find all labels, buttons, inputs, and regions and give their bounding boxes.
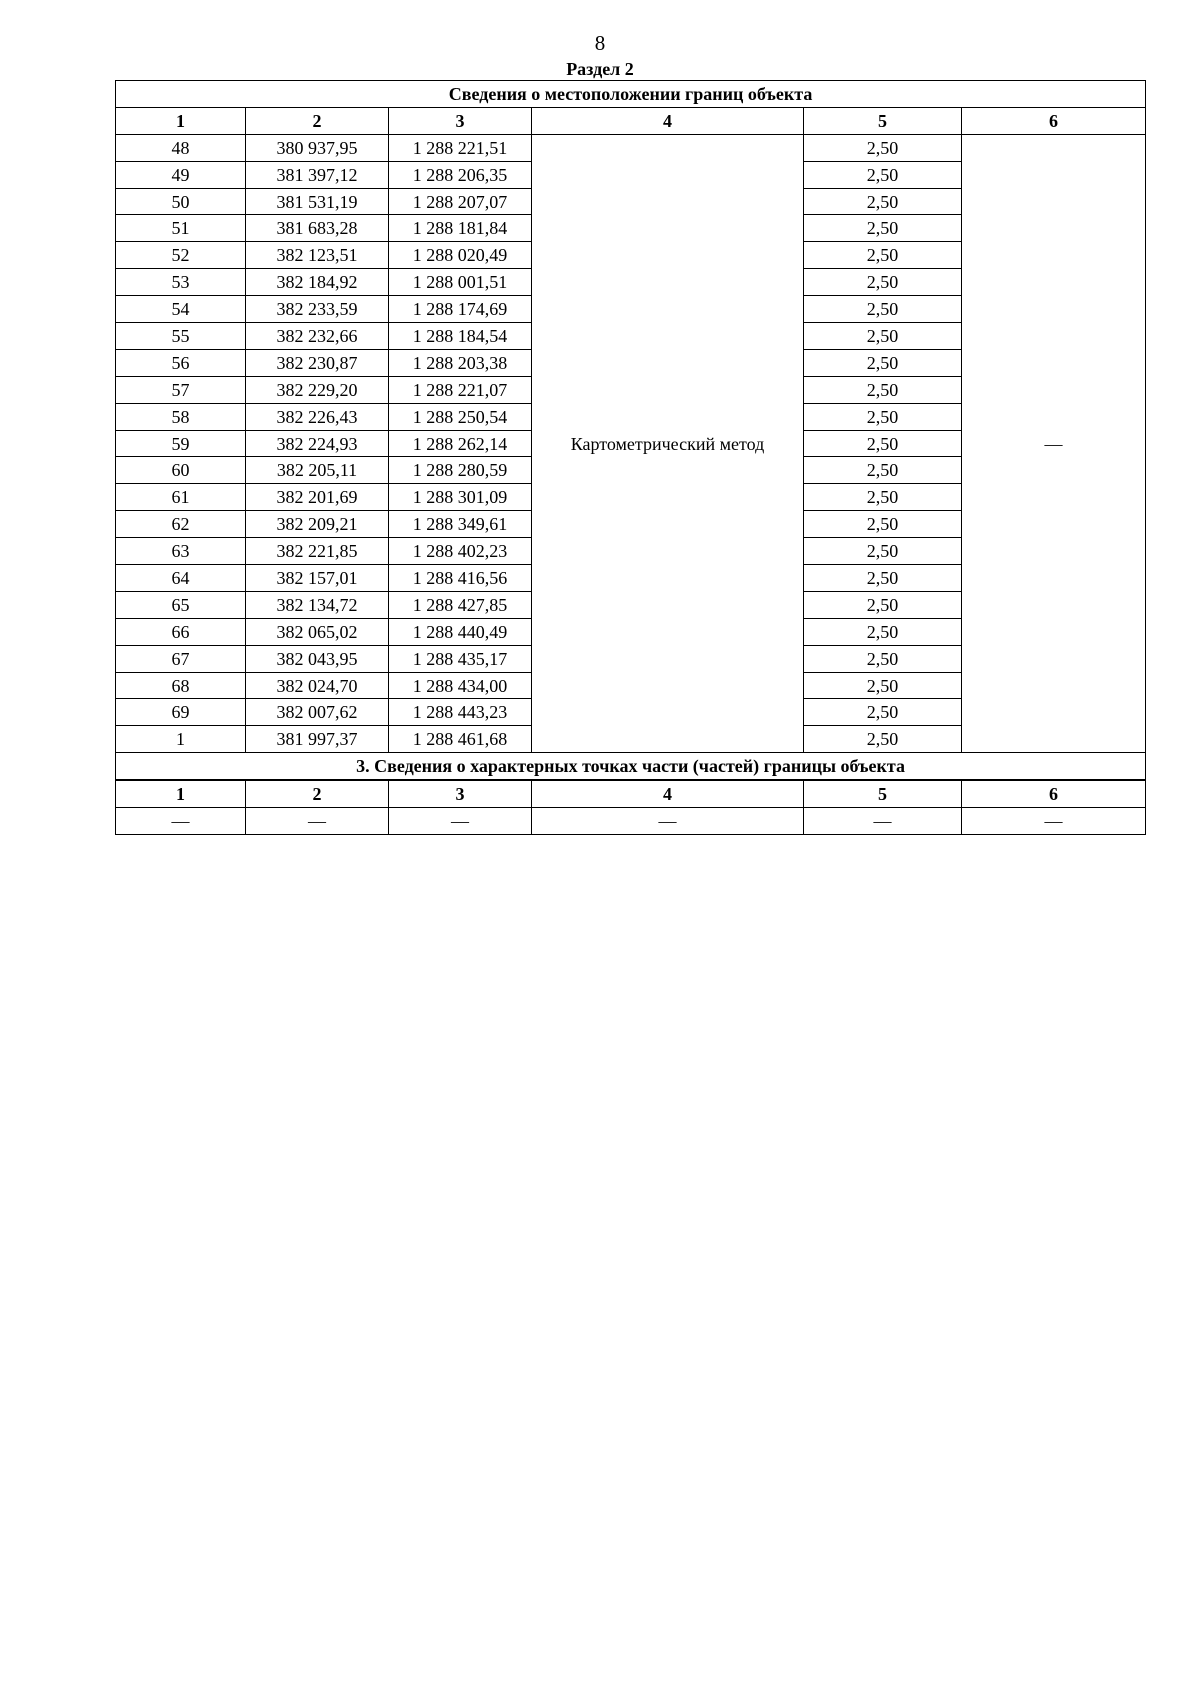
coordinate-y-cell: 1 288 206,35 — [389, 161, 532, 188]
column-header: 3 — [389, 107, 532, 134]
coordinate-y-cell: 1 288 203,38 — [389, 349, 532, 376]
coordinate-x-cell: 382 157,01 — [246, 565, 389, 592]
point-number-cell: 67 — [116, 645, 246, 672]
point-number-cell: 61 — [116, 484, 246, 511]
coordinate-x-cell: 382 065,02 — [246, 618, 389, 645]
coordinate-x-cell: 382 230,87 — [246, 349, 389, 376]
column-6-cell: — — [962, 134, 1146, 752]
point-number-cell: 56 — [116, 349, 246, 376]
coordinate-y-cell: 1 288 262,14 — [389, 430, 532, 457]
section3-cell: — — [804, 808, 962, 835]
accuracy-cell: 2,50 — [804, 215, 962, 242]
section3-cell: — — [116, 808, 246, 835]
coordinate-x-cell: 382 184,92 — [246, 269, 389, 296]
section3-column-header: 3 — [389, 780, 532, 807]
column-header: 2 — [246, 107, 389, 134]
coordinate-x-cell: 382 224,93 — [246, 430, 389, 457]
accuracy-cell: 2,50 — [804, 376, 962, 403]
point-number-cell: 60 — [116, 457, 246, 484]
coordinate-y-cell: 1 288 402,23 — [389, 538, 532, 565]
coordinate-x-cell: 382 232,66 — [246, 323, 389, 350]
point-number-cell: 55 — [116, 323, 246, 350]
coordinate-x-cell: 382 024,70 — [246, 672, 389, 699]
point-number-cell: 49 — [116, 161, 246, 188]
coordinate-y-cell: 1 288 174,69 — [389, 296, 532, 323]
coordinate-y-cell: 1 288 280,59 — [389, 457, 532, 484]
coordinate-x-cell: 382 134,72 — [246, 591, 389, 618]
accuracy-cell: 2,50 — [804, 484, 962, 511]
accuracy-cell: 2,50 — [804, 323, 962, 350]
coordinate-y-cell: 1 288 001,51 — [389, 269, 532, 296]
coordinate-x-cell: 382 233,59 — [246, 296, 389, 323]
point-number-cell: 62 — [116, 511, 246, 538]
accuracy-cell: 2,50 — [804, 645, 962, 672]
coordinate-y-cell: 1 288 427,85 — [389, 591, 532, 618]
coordinate-x-cell: 382 226,43 — [246, 403, 389, 430]
coordinate-y-cell: 1 288 250,54 — [389, 403, 532, 430]
coordinate-x-cell: 380 937,95 — [246, 134, 389, 161]
coordinate-y-cell: 1 288 440,49 — [389, 618, 532, 645]
coordinate-y-cell: 1 288 461,68 — [389, 726, 532, 753]
section3-cell: — — [532, 808, 804, 835]
coordinate-y-cell: 1 288 221,51 — [389, 134, 532, 161]
coordinate-y-cell: 1 288 349,61 — [389, 511, 532, 538]
point-number-cell: 50 — [116, 188, 246, 215]
point-number-cell: 69 — [116, 699, 246, 726]
accuracy-cell: 2,50 — [804, 538, 962, 565]
section3-row — [116, 808, 1146, 835]
accuracy-cell: 2,50 — [804, 161, 962, 188]
point-number-cell: 66 — [116, 618, 246, 645]
coordinate-y-cell: 1 288 020,49 — [389, 242, 532, 269]
table-title-row — [116, 81, 1146, 108]
accuracy-cell: 2,50 — [804, 565, 962, 592]
section3-column-header: 1 — [116, 780, 246, 807]
accuracy-cell: 2,50 — [804, 430, 962, 457]
coordinate-y-cell: 1 288 435,17 — [389, 645, 532, 672]
section3-cell: — — [962, 808, 1146, 835]
accuracy-cell: 2,50 — [804, 618, 962, 645]
point-number-cell: 68 — [116, 672, 246, 699]
table-title: Сведения о местоположении границ объекта — [116, 81, 1146, 108]
section3-title-row — [116, 753, 1146, 780]
coordinate-y-cell: 1 288 443,23 — [389, 699, 532, 726]
section3-header-row — [116, 780, 1146, 807]
section3-cell: — — [246, 808, 389, 835]
coordinate-y-cell: 1 288 416,56 — [389, 565, 532, 592]
point-number-cell: 52 — [116, 242, 246, 269]
accuracy-cell: 2,50 — [804, 349, 962, 376]
coordinate-x-cell: 381 997,37 — [246, 726, 389, 753]
coordinate-y-cell: 1 288 181,84 — [389, 215, 532, 242]
point-number-cell: 1 — [116, 726, 246, 753]
coordinate-x-cell: 381 683,28 — [246, 215, 389, 242]
coordinate-y-cell: 1 288 221,07 — [389, 376, 532, 403]
accuracy-cell: 2,50 — [804, 511, 962, 538]
section3-title: 3. Сведения о характерных точках части (частей) границы объекта — [116, 753, 1146, 780]
section3-column-header: 4 — [532, 780, 804, 807]
page-number: 8 — [594, 31, 606, 55]
accuracy-cell: 2,50 — [804, 699, 962, 726]
section3-column-header: 2 — [246, 780, 389, 807]
table-row — [116, 134, 1146, 161]
coordinate-x-cell: 381 397,12 — [246, 161, 389, 188]
column-header: 5 — [804, 107, 962, 134]
accuracy-cell: 2,50 — [804, 591, 962, 618]
accuracy-cell: 2,50 — [804, 457, 962, 484]
column-header: 4 — [532, 107, 804, 134]
column-header: 1 — [116, 107, 246, 134]
coordinate-x-cell: 382 205,11 — [246, 457, 389, 484]
point-number-cell: 51 — [116, 215, 246, 242]
coordinate-x-cell: 381 531,19 — [246, 188, 389, 215]
accuracy-cell: 2,50 — [804, 296, 962, 323]
coordinate-y-cell: 1 288 184,54 — [389, 323, 532, 350]
point-number-cell: 58 — [116, 403, 246, 430]
accuracy-cell: 2,50 — [804, 269, 962, 296]
accuracy-cell: 2,50 — [804, 672, 962, 699]
point-number-cell: 65 — [116, 591, 246, 618]
coordinate-x-cell: 382 209,21 — [246, 511, 389, 538]
coordinate-y-cell: 1 288 434,00 — [389, 672, 532, 699]
coordinate-x-cell: 382 201,69 — [246, 484, 389, 511]
point-number-cell: 59 — [116, 430, 246, 457]
point-number-cell: 57 — [116, 376, 246, 403]
section3-column-header: 5 — [804, 780, 962, 807]
point-number-cell: 54 — [116, 296, 246, 323]
section3-column-header: 6 — [962, 780, 1146, 807]
accuracy-cell: 2,50 — [804, 134, 962, 161]
method-cell: Картометрический метод — [532, 134, 804, 752]
accuracy-cell: 2,50 — [804, 726, 962, 753]
coordinate-x-cell: 382 043,95 — [246, 645, 389, 672]
column-header: 6 — [962, 107, 1146, 134]
point-number-cell: 53 — [116, 269, 246, 296]
point-number-cell: 63 — [116, 538, 246, 565]
coordinate-x-cell: 382 221,85 — [246, 538, 389, 565]
header-row — [116, 107, 1146, 134]
section-title: Раздел 2 — [566, 59, 634, 79]
accuracy-cell: 2,50 — [804, 242, 962, 269]
coordinate-x-cell: 382 229,20 — [246, 376, 389, 403]
coordinate-y-cell: 1 288 207,07 — [389, 188, 532, 215]
coordinate-y-cell: 1 288 301,09 — [389, 484, 532, 511]
accuracy-cell: 2,50 — [804, 188, 962, 215]
accuracy-cell: 2,50 — [804, 403, 962, 430]
coordinate-x-cell: 382 123,51 — [246, 242, 389, 269]
boundary-table — [115, 80, 1146, 835]
point-number-cell: 64 — [116, 565, 246, 592]
section3-cell: — — [389, 808, 532, 835]
point-number-cell: 48 — [116, 134, 246, 161]
coordinate-x-cell: 382 007,62 — [246, 699, 389, 726]
